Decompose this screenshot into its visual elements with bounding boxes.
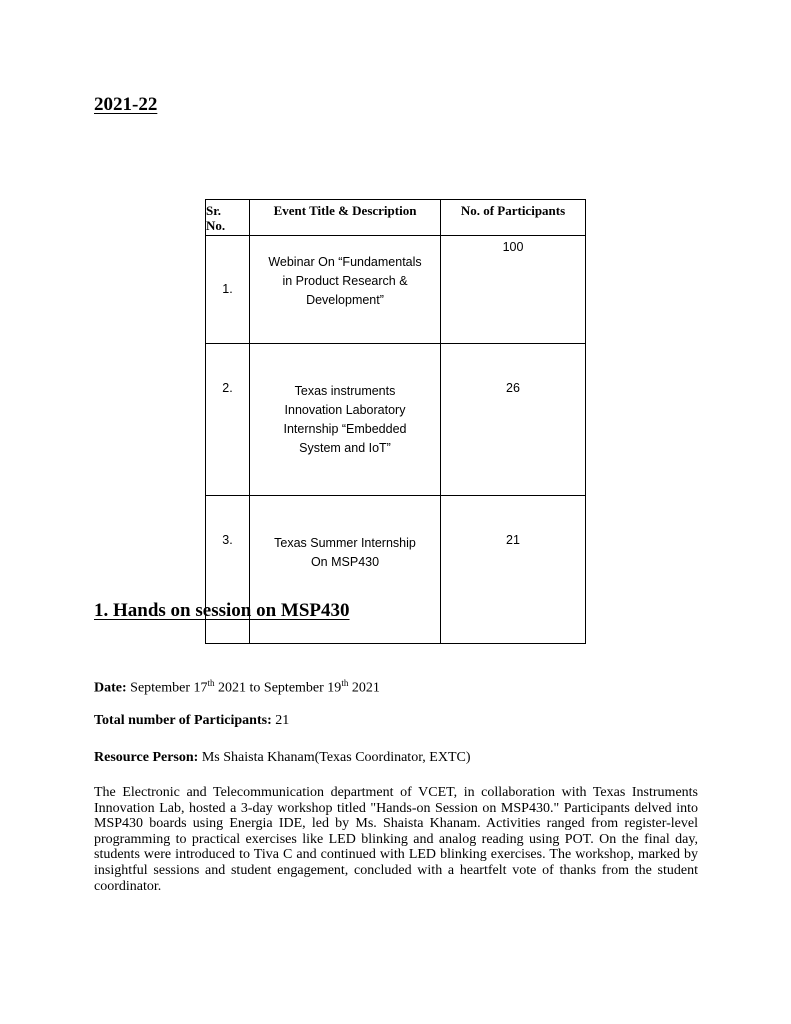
date-end: 2021 [348, 680, 380, 696]
participants-value: 21 [275, 713, 290, 728]
header-sr-no: Sr. No. [206, 200, 250, 236]
date-label: Date: [94, 680, 127, 696]
header-participants: No. of Participants [441, 200, 586, 236]
row-participants: 21 [441, 496, 586, 644]
date-end-sup: th [341, 678, 349, 688]
resource-value: Ms Shaista Khanam(Texas Coordinator, EXTC) [201, 750, 471, 765]
row-sr: 2. [206, 344, 250, 496]
table-header-row [206, 200, 586, 236]
events-table [205, 199, 586, 644]
participants-label: Total number of Participants: [94, 713, 272, 728]
table-row [206, 344, 586, 496]
row-title [250, 344, 441, 496]
date-start: September 17 [130, 680, 208, 696]
table-row [206, 236, 586, 344]
row-sr: 3. [206, 496, 250, 644]
row-title [250, 236, 441, 344]
section-heading: 1. Hands on session on MSP430 [94, 600, 350, 621]
header-event-title: Event Title & Description [250, 200, 441, 236]
date-line [94, 678, 380, 697]
description-paragraph: The Electronic and Telecommunication department of VCET, in collaboration with Texas Instruments Innovation Lab, hosted a 3-day workshop titled "Hands-on Session on MSP430." Participants delved into MSP430 boards using Energia IDE, led by Ms. Shaista Khanam. Activities ranged from register-level programming to practical exercises like LED blinking and analog reading using POT. On the final day, students were introduced to Tiva C and continued with LED blinking exercises. The workshop, marked by insightful sessions and student engagement, concluded with a heartfelt vote of thanks from the student coordinator. [94, 785, 698, 894]
row-participants: 26 [441, 344, 586, 496]
row-sr: 1. [206, 236, 250, 344]
date-mid: 2021 to September 19 [214, 680, 342, 696]
row-title-text: Webinar On “Fundamentals in Product Research & Development” [268, 255, 422, 307]
resource-label: Resource Person: [94, 750, 199, 765]
resource-line [94, 750, 471, 766]
row-title-text: Texas Summer Internship On MSP430 [274, 536, 416, 569]
date-start-sup: th [207, 678, 215, 688]
participants-line [94, 713, 289, 729]
year-heading: 2021-22 [94, 94, 158, 115]
row-participants: 100 [441, 236, 586, 344]
row-title-text: Texas instruments Innovation Laboratory Internship “Embedded System and IoT” [283, 384, 407, 455]
